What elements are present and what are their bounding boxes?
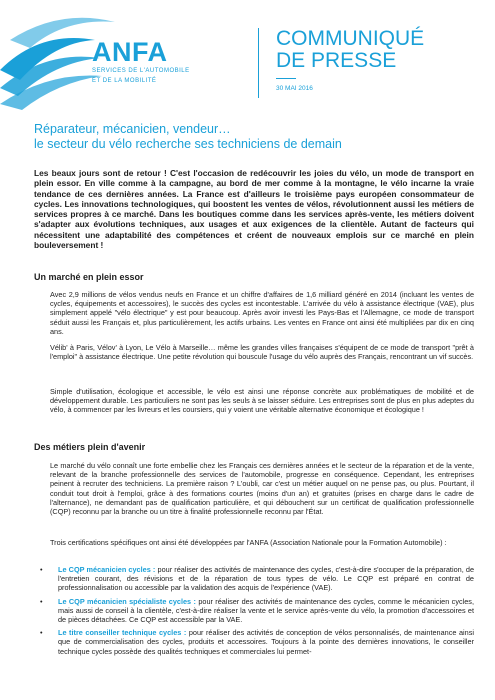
jobs-paragraph-2: Trois certifications spécifiques ont ainsi été développées par l'ANFA (Association Nationale pour la Formation Automobile) : bbox=[50, 538, 447, 547]
bullet-icon: • bbox=[40, 596, 43, 606]
section-title-jobs: Des métiers plein d'avenir bbox=[34, 442, 146, 452]
headline bbox=[34, 122, 474, 152]
jobs-paragraph-1: Le marché du vélo connaît une forte embellie chez les Français ces dernières années et le secteur de la réparation et de la vente, relevant de la branche professionnelle des services de l'automobile, progresse en conséquence. Cependant, les entreprises peinent à recruter des techniciens. La première raison ? L'oubli, car c'est un métier auquel on ne pense pas, ou plus. Pourtant, il conduit tout droit à l'emploi, grâce à des formations courtes (moins d'un an) et gratuites (prises en charge dans le cadre de l'alternance), ne demandant pas de qualification particulière, et qui débouchent sur un certificat de qualification professionnelle (CQP) reconnu par la branche ou un titre à finalité professionnelle reconnu par l'État. bbox=[50, 461, 474, 517]
headline-line1: Réparateur, mécanicien, vendeur… bbox=[34, 122, 231, 136]
certification-title: Le titre conseiller technique cycles : bbox=[58, 628, 187, 638]
press-release-title-line2: DE PRESSE bbox=[276, 49, 397, 72]
certification-title: Le CQP mécanicien cycles : bbox=[58, 565, 156, 574]
certification-text: pour réaliser des activités de maintenance des cycles, comme le mécanicien cycles, mais aussi de conseil à la clientèle, c'est-à-dire réaliser la vente et le service après-vente du vélo, la promotion d'accessoires et de pièces détachées. Ce CQP est accessible par la VAE. bbox=[58, 596, 474, 625]
press-release-title-line1: COMMUNIQUÉ bbox=[276, 27, 425, 50]
market-paragraph-1: Avec 2,9 millions de vélos vendus neufs en France et un chiffre d'affaires de 1,6 milliard généré en 2014 (incluant les ventes de cycles, équipements et accessoires), le succès des cycles est incontestable. L'arrivée du vélo à assistance électrique (VAE), plus simplement appelé "vélo électrique" y est pour beaucoup. Après avoir investi les Pays-Bas et l'Allemagne, ce mode de transport séduit aussi les Français et, plus particulièrement, les actifs urbains. Les ventes en France ont ainsi été multipliées par dix en cinq ans. bbox=[50, 290, 474, 336]
certification-text: pour réaliser des activités de conception de vélos personnalisés, de maintenance ainsi que de commercialisation des cycles, produits et accessoires. Toujours à la pointe des dernières innovations, le conseiller technique cycles possède des qualités techniques et commerciales lui permet- bbox=[58, 628, 474, 656]
press-release-title bbox=[276, 28, 424, 72]
market-paragraph-2: Vélib' à Paris, Vélov' à Lyon, Le Vélo à Marseille… même les grandes villes françaises s'équipent de ce mode de transport "prêt à l'emploi" à assistance électrique. Une petite révolution qui bouscule l'usage du vélo auprès des Français, rencontrant un vif succès. bbox=[50, 343, 474, 362]
section-title-market: Un marché en plein essor bbox=[34, 272, 144, 282]
list-item bbox=[40, 628, 474, 656]
lead-paragraph: Les beaux jours sont de retour ! C'est l'occasion de redécouvrir les joies du vélo, un mode de transport en plein essor. En ville comme à la campagne, au bord de mer comme à la montagne, le vélo incarne la vraie tendance de ces dernières années. La France est d'ailleurs le troisième pays européen consommateur de cycles. Les innovations technologiques, qui boostent les ventes de vélos, révolutionnent aussi les métiers de services propres à ce marché. Dans les boutiques comme dans les services après-vente, les métiers doivent s'adapter aux évolutions techniques, aux usages et aux exigences de la clientèle. Autant de facteurs qui nécessitent une adaptabilité des compétences et créent de nouveaux emplois sur ce marché en plein bouleversement ! bbox=[34, 168, 474, 251]
bullet-icon: • bbox=[40, 565, 43, 574]
certification-title: Le CQP mécanicien spécialiste cycles : bbox=[58, 596, 196, 606]
headline-line2: le secteur du vélo recherche ses techniciens de demain bbox=[34, 137, 342, 151]
list-item bbox=[40, 565, 474, 593]
market-paragraph-3: Simple d'utilisation, écologique et accessible, le vélo est ainsi une réponse concrète aux problématiques de mobilité et de développement durable. Les particuliers ne sont pas les seuls à se laisser séduire. Les entreprises sont de plus en plus adeptes du vélo, à commencer par les livreurs et les coursiers, qui y voient une véritable alternative économique et écologique ! bbox=[50, 387, 474, 415]
brand-name: ANFA bbox=[92, 37, 168, 67]
release-date: 30 MAI 2016 bbox=[276, 85, 313, 92]
certification-list bbox=[40, 565, 474, 660]
list-item bbox=[40, 597, 474, 625]
brand-tagline-line1: SERVICES DE L'AUTOMOBILE bbox=[92, 68, 190, 74]
title-underline bbox=[276, 78, 296, 79]
bullet-icon: • bbox=[40, 628, 43, 638]
header-divider bbox=[258, 28, 259, 98]
certification-text: pour réaliser des activités de maintenance des cycles, c'est-à-dire s'occuper de la préparation, de l'entretien courant, des révisions et de la réparation de tous types de vélo. Le CQP est préparé en contrat de professionnalisation ou accessible par la validation des acquis de l'expérience (VAE). bbox=[58, 565, 474, 593]
brand-tagline-line2: ET DE LA MOBILITÉ bbox=[92, 77, 157, 84]
anfa-logo bbox=[92, 38, 190, 85]
header bbox=[0, 0, 495, 118]
